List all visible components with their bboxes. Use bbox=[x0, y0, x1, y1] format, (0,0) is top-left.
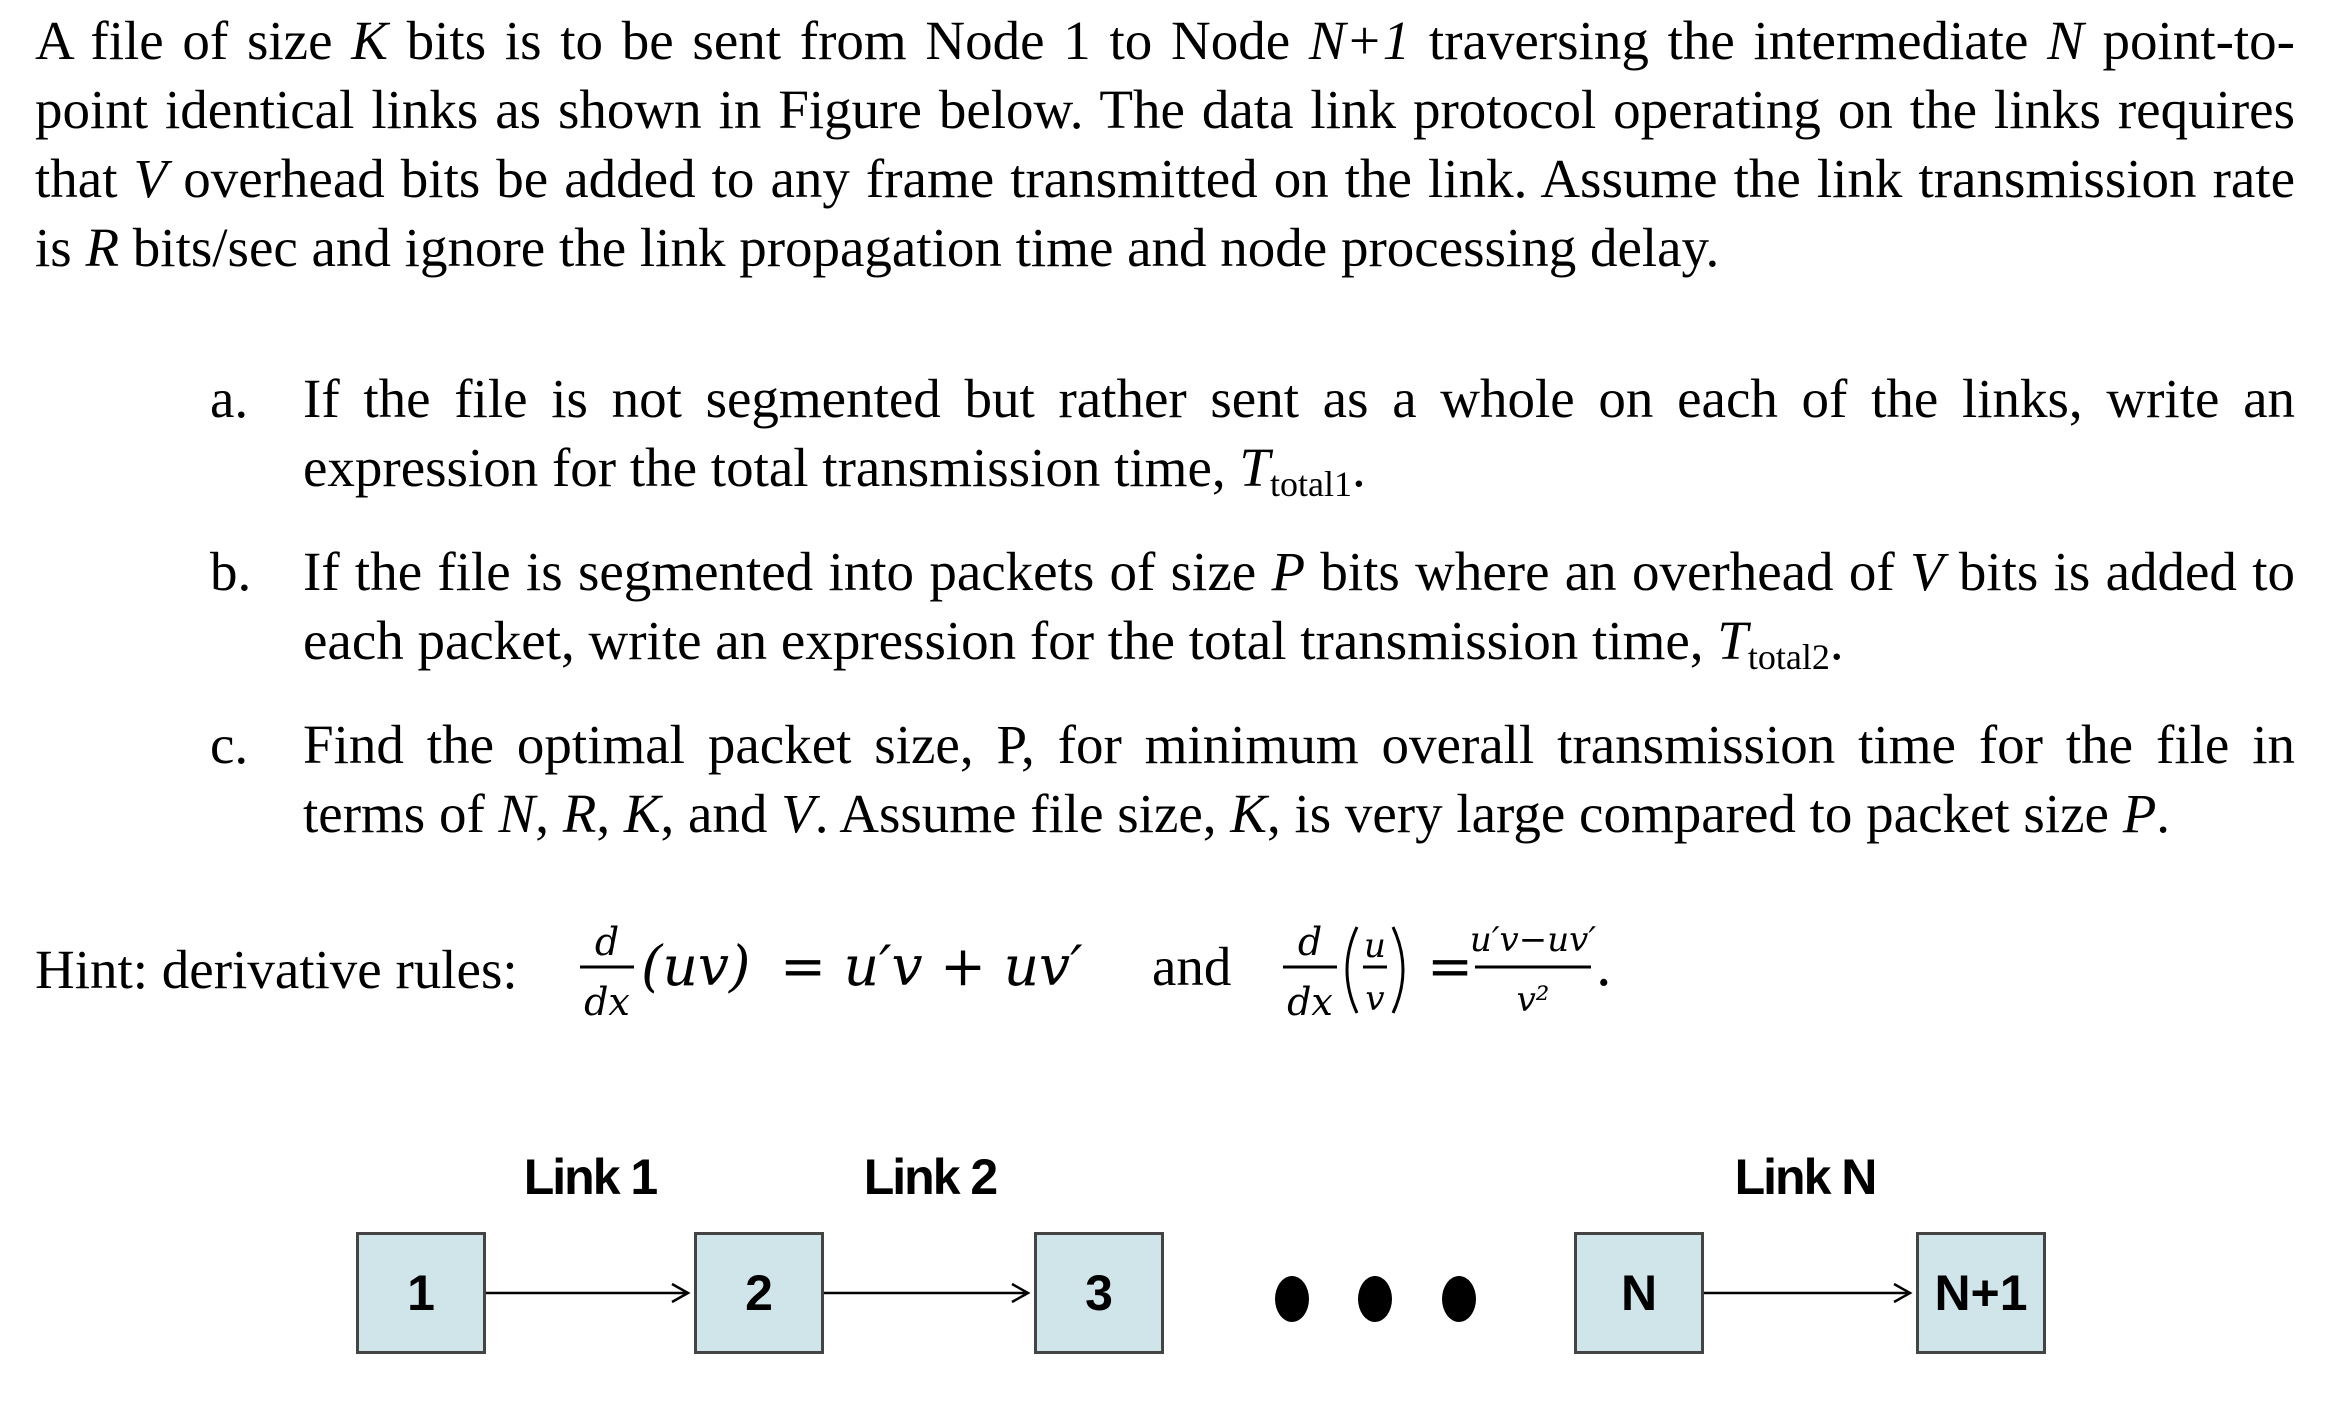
v-denominator: v bbox=[1365, 979, 1385, 1019]
u-numerator: u bbox=[1364, 926, 1386, 966]
question-b-letter: b. bbox=[210, 541, 252, 602]
d-numerator-2: d bbox=[1297, 920, 1323, 964]
link-label-n: Link N bbox=[1734, 1149, 1876, 1205]
node-n-plus-1: N+1 bbox=[1916, 1232, 2046, 1354]
uv-term: (uv) bbox=[641, 934, 751, 998]
node-2: 2 bbox=[694, 1232, 824, 1354]
quotient-numerator: u′v−uv′ bbox=[1469, 920, 1597, 960]
derivative-rules-formula bbox=[575, 905, 1675, 1035]
node-1: 1 bbox=[356, 1232, 486, 1354]
question-a-letter: a. bbox=[210, 368, 249, 429]
question-list bbox=[210, 364, 2295, 866]
node-3: 3 bbox=[1034, 1232, 1164, 1354]
dx-denominator-1: dx bbox=[584, 980, 630, 1024]
left-paren bbox=[1347, 927, 1357, 1013]
ellipsis-dot-2 bbox=[1358, 1276, 1392, 1322]
and-word: and bbox=[1152, 936, 1232, 997]
hint-period: . bbox=[1595, 934, 1613, 998]
right-paren bbox=[1393, 927, 1403, 1013]
network-diagram bbox=[0, 1140, 2342, 1380]
link-label-2: Link 2 bbox=[863, 1149, 997, 1205]
hint-label: Hint: derivative rules: bbox=[35, 939, 518, 1000]
question-c-letter: c. bbox=[210, 714, 249, 775]
question-a-text: If the file is not segmented but rather sent as a whole on each of the links, write an expression for the total transmission time, $T_{total1}$. bbox=[303, 368, 2295, 504]
problem-intro: A file of size K bits is to be sent from Node 1 to Node N+1 traversing the intermediate N point-to-point identical links as shown in Figure below. The data link protocol operating on the links requires that V overhead bits be added to any frame transmitted on the link. Assume the link transmission rate is R bits/sec and ignore the link propagation time and node processing delay. bbox=[35, 10, 2295, 278]
question-c bbox=[210, 710, 2295, 848]
question-c-text: Find the optimal packet size, P, for minimum overall transmission time for the file in terms of N, R, K, and V. Assume file size, K, is very large compared to packet size P. bbox=[303, 714, 2295, 844]
dx-denominator-2: dx bbox=[1287, 980, 1333, 1024]
ellipsis-dot-1 bbox=[1275, 1276, 1309, 1322]
link-label-1: Link 1 bbox=[523, 1149, 657, 1205]
question-b bbox=[210, 537, 2295, 692]
product-rule-rhs: = u′v + uv′ bbox=[780, 934, 1083, 998]
question-b-text: If the file is segmented into packets of size P bits where an overhead of V bits is added to each packet, write an expression for the total transmission time, $T_{total2}$. bbox=[303, 541, 2295, 677]
question-a bbox=[210, 364, 2295, 519]
hint-line bbox=[35, 905, 1635, 1035]
d-numerator-1: d bbox=[594, 920, 620, 964]
equals-sign: = bbox=[1427, 934, 1474, 998]
node-n: N bbox=[1574, 1232, 1704, 1354]
ellipsis-dot-3 bbox=[1442, 1276, 1476, 1322]
quotient-denominator: v² bbox=[1516, 980, 1550, 1020]
